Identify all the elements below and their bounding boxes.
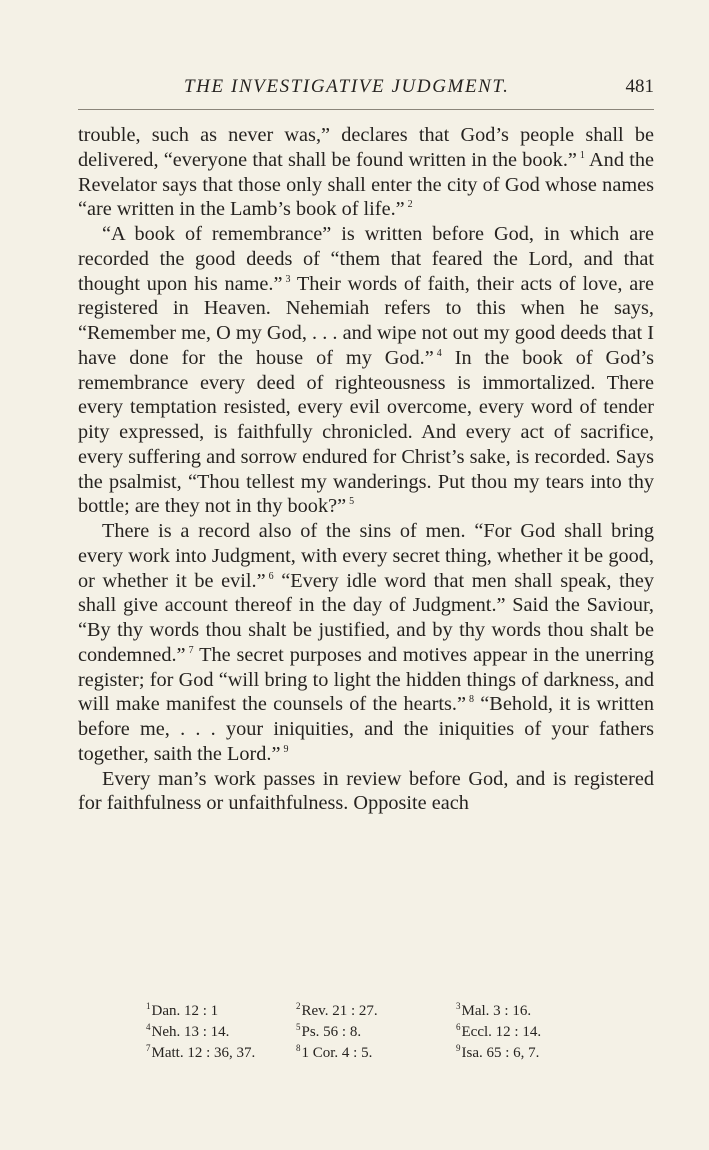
- footnote-marker: 5: [349, 496, 355, 508]
- footnote-marker: 7: [188, 644, 194, 656]
- footnote-reference: 1 Cor. 4 : 5.: [301, 1045, 373, 1061]
- footnote-reference: Neh. 13 : 14.: [151, 1024, 230, 1040]
- paragraph: [78, 519, 654, 767]
- paragraph: [78, 123, 654, 222]
- paragraph: [78, 767, 654, 817]
- footnote: [146, 1023, 296, 1041]
- footnote: [146, 1002, 296, 1020]
- paragraph-text: Every man’s work passes in review before God, and is registered for faithfulness or unfaithfulness. Opposite each: [78, 767, 654, 815]
- footnote-reference: Eccl. 12 : 14.: [461, 1024, 542, 1040]
- footnote-reference: Mal. 3 : 16.: [461, 1003, 532, 1019]
- footnote-number: 9: [456, 1043, 461, 1053]
- paragraph-text: And the Revelator says that those only shall enter the city of God whose names “are written in the Lamb’s book of life.”: [78, 148, 654, 221]
- footnote-marker: 9: [283, 743, 289, 755]
- paragraph-text: There is a record also of the sins of men. “For God shall bring every work into Judgment, with every secret thing, whether it be good, or whether it be evil.”: [78, 520, 654, 592]
- page-number: 481: [625, 76, 654, 97]
- footnote: [296, 1044, 456, 1062]
- footnote: [296, 1002, 456, 1020]
- footnote-number: 3: [456, 1001, 461, 1011]
- footnote-number: 4: [146, 1022, 151, 1032]
- footnote-number: 5: [296, 1022, 301, 1032]
- paragraph-text: The secret purposes and motives appear in the unerring register; for God “will bring to light the hidden things of darkness, and will make manifest the counsels of the hearts.”: [78, 643, 654, 716]
- footnote-reference: Matt. 12 : 36, 37.: [151, 1045, 256, 1061]
- footnote-number: 2: [296, 1001, 301, 1011]
- footnote: [456, 1023, 606, 1041]
- paragraph-text: trouble, such as never was,” declares that God’s people shall be delivered, “everyone that shall be found written in the book.”: [78, 124, 654, 171]
- footnotes: [146, 1002, 606, 1062]
- footnote-marker: 4: [436, 347, 442, 359]
- footnote-number: 7: [146, 1043, 151, 1053]
- footnote: [456, 1044, 606, 1062]
- page-header: [78, 76, 654, 102]
- footnote: [456, 1002, 606, 1020]
- footnote-marker: 8: [469, 694, 475, 706]
- paragraph-text: “Behold, it is written before me, . . . your iniquities, and the iniquities of your fathers together, saith the Lord.”: [78, 693, 655, 765]
- footnote: [296, 1023, 456, 1041]
- footnote-marker: 6: [268, 570, 274, 582]
- footnote-reference: Rev. 21 : 27.: [301, 1003, 378, 1019]
- paragraph-text: Their words of faith, their acts of love, are registered in Heaven. Nehemiah refers to this when he says, “Remember me, O my God, . . . and wipe not out my good deeds that I have done for the house of my God.”: [78, 272, 654, 369]
- paragraph-text: In the book of God’s remembrance every deed of righteousness is immortalized. There every temptation resisted, every evil overcome, every word of tender pity expressed, is faithfully chronicled. And every act of sacrifice, every suffering and sorrow endured for Christ’s sake, is recorded. Says the psalmist, “Thou tellest my wanderings. Put thou my tears into thy bottle; are they not in thy book?”: [78, 346, 654, 518]
- footnote-marker: 1: [579, 149, 585, 161]
- footnote-number: 8: [296, 1043, 301, 1053]
- header-rule: [78, 109, 654, 110]
- footnote-marker: 2: [407, 199, 413, 211]
- paragraph-text: “Every idle word that men shall speak, they shall give account thereof in the day of Judgment.” Said the Saviour, “By thy words thou shalt be justified, and by thy words thou shalt be condemned.”: [78, 569, 654, 666]
- footnote-reference: Isa. 65 : 6, 7.: [461, 1045, 540, 1061]
- footnote-marker: 3: [285, 273, 291, 285]
- body-text: [78, 123, 654, 816]
- footnote-number: 1: [146, 1001, 151, 1011]
- footnote-reference: Ps. 56 : 8.: [301, 1024, 362, 1040]
- footnote: [146, 1044, 296, 1062]
- running-title: THE INVESTIGATIVE JUDGMENT.: [184, 76, 510, 97]
- paragraph-text: “A book of remembrance” is written before God, in which are recorded the good deeds of “them that feared the Lord, and that thought upon his name.”: [78, 223, 654, 295]
- paragraph: [78, 222, 654, 519]
- footnote-number: 6: [456, 1022, 461, 1032]
- footnote-reference: Dan. 12 : 1: [151, 1003, 219, 1019]
